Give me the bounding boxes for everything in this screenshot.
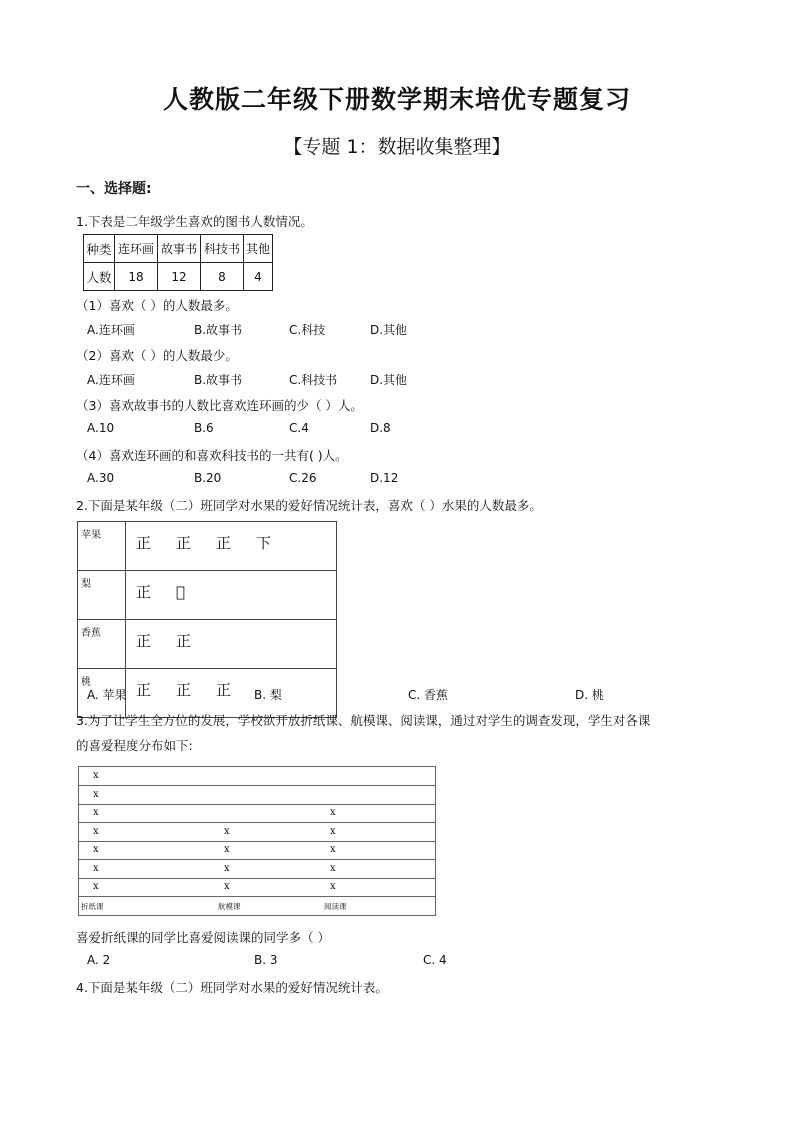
x-mark: x	[330, 881, 336, 892]
table-cell: 人数	[84, 263, 115, 291]
option: D.其他	[370, 323, 408, 337]
table-row	[78, 620, 337, 669]
chart-row	[79, 804, 435, 823]
chart-row	[79, 878, 435, 897]
tally-mark: 正	[216, 681, 232, 699]
section-heading: 一、选择题:	[76, 181, 152, 197]
option: A.连环画	[87, 373, 135, 387]
tally-marks	[126, 571, 337, 620]
chart-row	[79, 860, 435, 879]
q1-sub4: （4）喜欢连环画的和喜欢科技书的一共有( )人。	[76, 448, 348, 463]
tally-mark: 正	[136, 534, 152, 552]
tally-mark: 正	[136, 632, 152, 650]
x-mark: x	[224, 844, 230, 855]
option: D.12	[370, 471, 399, 485]
x-mark: x	[224, 881, 230, 892]
option: B. 3	[254, 953, 278, 967]
table-row	[84, 263, 273, 291]
fruit-name: 梨	[78, 571, 126, 620]
q1-sub3: （3）喜欢故事书的人数比喜欢连环画的少（ ）人。	[76, 398, 363, 413]
option: C.26	[289, 471, 317, 485]
preference-x-chart	[78, 766, 436, 916]
tally-mark: 𠀆	[176, 583, 186, 601]
q3-stem-line1: 3.为了让学生全方位的发展，学校欲开放折纸课、航模课、阅读课，通过对学生的调查发现，学生对各课	[76, 713, 651, 728]
x-mark: x	[93, 862, 99, 874]
table-cell: 科技书	[201, 235, 244, 263]
option: B. 梨	[254, 688, 282, 702]
tally-marks	[126, 620, 337, 669]
category-label: 折纸课	[81, 902, 104, 911]
x-mark: x	[224, 862, 230, 874]
option: A. 苹果	[87, 688, 127, 702]
table-cell: 其他	[244, 235, 273, 263]
table-cell: 种类	[84, 235, 115, 263]
fruit-name: 香蕉	[78, 620, 126, 669]
q3-question: 喜爱折纸课的同学比喜爱阅读课的同学多（ ）	[76, 930, 330, 945]
tally-mark: 下	[256, 534, 272, 552]
q1-stem: 1.下表是二年级学生喜欢的图书人数情况。	[76, 214, 313, 229]
option: D.其他	[370, 373, 408, 387]
option: A. 2	[87, 953, 111, 967]
chart-row	[79, 823, 435, 842]
tally-mark: 正	[216, 534, 232, 552]
table-cell: 12	[158, 263, 201, 291]
option: C.科技	[289, 323, 326, 337]
table-row	[78, 522, 337, 571]
q1-sub1: （1）喜欢（ ）的人数最多。	[76, 298, 238, 313]
x-mark: x	[93, 788, 99, 800]
q3-stem-line2: 的喜爱程度分布如下:	[76, 738, 193, 753]
q2-stem: 2.下面是某年级（二）班同学对水果的爱好情况统计表，喜欢（ ）水果的人数最多。	[76, 498, 542, 513]
books-table	[83, 234, 273, 291]
tally-mark: 正	[136, 583, 152, 601]
tally-marks	[126, 522, 337, 571]
option: B.6	[194, 421, 214, 435]
chart-row	[79, 786, 435, 805]
category-label: 阅读课	[324, 902, 347, 911]
fruit-name: 桃	[78, 669, 126, 718]
option: D.8	[370, 421, 391, 435]
x-mark: x	[93, 881, 99, 892]
x-mark: x	[330, 862, 336, 874]
option: D. 桃	[575, 688, 604, 702]
page-subtitle: 【专题 1：数据收集整理】	[283, 136, 511, 158]
chart-row	[79, 767, 435, 786]
table-cell: 18	[115, 263, 158, 291]
fruit-name: 苹果	[78, 522, 126, 571]
x-mark: x	[224, 825, 230, 837]
table-row	[84, 235, 273, 263]
x-mark: x	[330, 807, 336, 818]
q1-sub2: （2）喜欢（ ）的人数最少。	[76, 348, 238, 363]
option: C. 香蕉	[408, 688, 449, 702]
x-mark: x	[93, 844, 99, 855]
q4-stem: 4.下面是某年级（二）班同学对水果的爱好情况统计表。	[76, 980, 388, 995]
x-mark: x	[330, 844, 336, 855]
tally-mark: 正	[176, 632, 192, 650]
option: A.10	[87, 421, 115, 435]
tally-mark: 正	[176, 681, 192, 699]
x-mark: x	[93, 825, 99, 837]
table-row	[78, 571, 337, 620]
option: A.连环画	[87, 323, 135, 337]
option: C. 4	[423, 953, 447, 967]
tally-mark: 正	[136, 681, 152, 699]
option: B.20	[194, 471, 222, 485]
table-cell: 4	[244, 263, 273, 291]
option: C.科技书	[289, 373, 338, 387]
x-mark: x	[93, 807, 99, 818]
option: B.故事书	[194, 373, 243, 387]
chart-row	[79, 841, 435, 860]
x-mark: x	[93, 770, 99, 781]
tally-mark: 正	[176, 534, 192, 552]
option: A.30	[87, 471, 115, 485]
option: C.4	[289, 421, 309, 435]
table-cell: 连环画	[115, 235, 158, 263]
table-cell: 8	[201, 263, 244, 291]
table-cell: 故事书	[158, 235, 201, 263]
category-label: 航模课	[218, 902, 241, 911]
option: B.故事书	[194, 323, 243, 337]
x-mark: x	[330, 825, 336, 837]
page-title: 人教版二年级下册数学期末培优专题复习	[162, 85, 631, 114]
